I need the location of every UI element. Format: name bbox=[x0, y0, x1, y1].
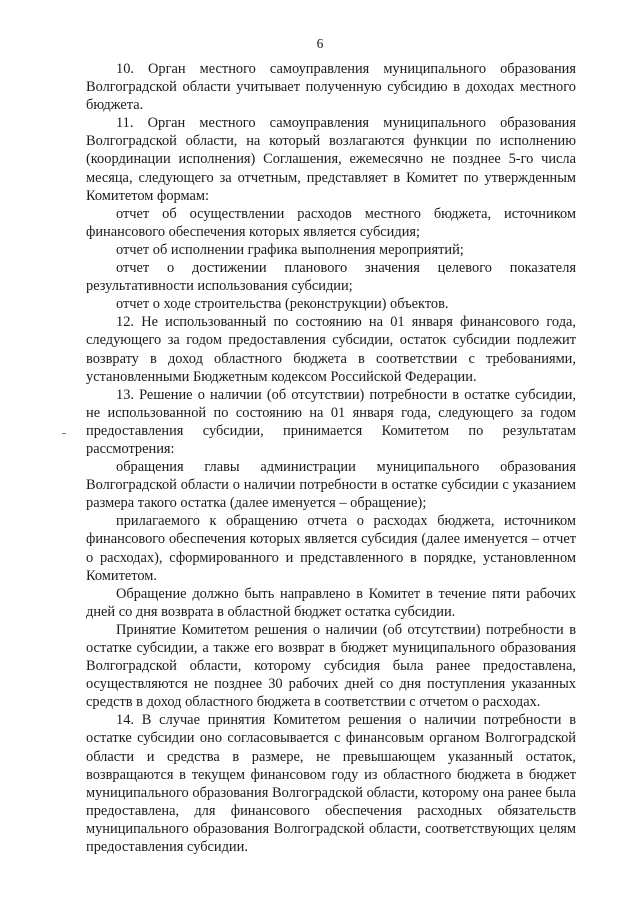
margin-mark bbox=[62, 433, 66, 434]
page-number: 6 bbox=[316, 36, 324, 51]
paragraph-decision: Принятие Комитетом решения о наличии (об отсутствии) потребности в остатке субсидии, а также его возврат в бюджет муниципального образования Волгоградской области, которому субсидия была ранее предоставлена, осуществляются не позднее 30 рабочих дней со дня поступления указанных средств в доход областного бюджета в соответствии с отчетом о расходах. bbox=[86, 621, 576, 711]
list-item-expense-report: прилагаемого к обращению отчета о расходах бюджета, источником финансового обеспечения которых является субсидия (далее именуется – отчет о расходах), сформированного и представленного в порядке, установленном Комитетом. bbox=[86, 513, 576, 584]
list-item-report-target: отчет о достижении планового значения целевого показателя результативности использования субсидии; bbox=[86, 260, 576, 295]
list-item-report-expenses: отчет об осуществлении расходов местного бюджета, источником финансового обеспечения которых является субсидия; bbox=[86, 205, 576, 240]
list-item-report-construction: отчет о ходе строительства (реконструкции) объектов. bbox=[116, 296, 449, 313]
document-body bbox=[86, 60, 576, 856]
paragraph-10: 10. Орган местного самоуправления муниципального образования Волгоградской области учитывает полученную субсидию в доходах местного бюджета. bbox=[86, 61, 576, 114]
paragraph-appeal-deadline: Обращение должно быть направлено в Комитет в течение пяти рабочих дней со дня возврата в областной бюджет остатка субсидии. bbox=[86, 585, 576, 620]
paragraph-13: 13. Решение о наличии (об отсутствии) потребности в остатке субсидии, не использованной по состоянию на 01 января года, следующего за годом предоставления субсидии, принимается Комитетом по результатам рассмотрения: bbox=[86, 386, 576, 457]
list-item-appeal: обращения главы администрации муниципального образования Волгоградской области о наличии потребности в остатке субсидии с указанием размера такого остатка (далее именуется – обращение); bbox=[86, 459, 576, 512]
paragraph-11: 11. Орган местного самоуправления муниципального образования Волгоградской области, на который возлагаются функции по исполнению (координации исполнения) Соглашения, ежемесячно не позднее 5-го числа месяца, следующего за отчетным, представляет в Комитет по утвержденным Комитетом формам: bbox=[86, 115, 576, 204]
paragraph-12: 12. Не использованный по состоянию на 01 января финансового года, следующего за годом предоставления субсидии, остаток субсидии подлежит возврату в доход областного бюджета в соответствии с требованиями, установленными Бюджетным кодексом Российской Федерации. bbox=[86, 314, 576, 385]
list-item-report-schedule: отчет об исполнении графика выполнения мероприятий; bbox=[116, 241, 464, 258]
paragraph-14: 14. В случае принятия Комитетом решения о наличии потребности в остатке субсидии оно согласовывается с финансовым органом Волгоградской области и средства в размере, не превышающем указанный остаток, возвращаются в текущем финансовом году из областного бюджета в бюджет муниципального образования Волгоградской области, которому она ранее была предоставлена, для финансового обеспечения расходных обязательств муниципального образования Волгоградской области, соответствующих целям предоставления субсидии. bbox=[86, 712, 576, 856]
